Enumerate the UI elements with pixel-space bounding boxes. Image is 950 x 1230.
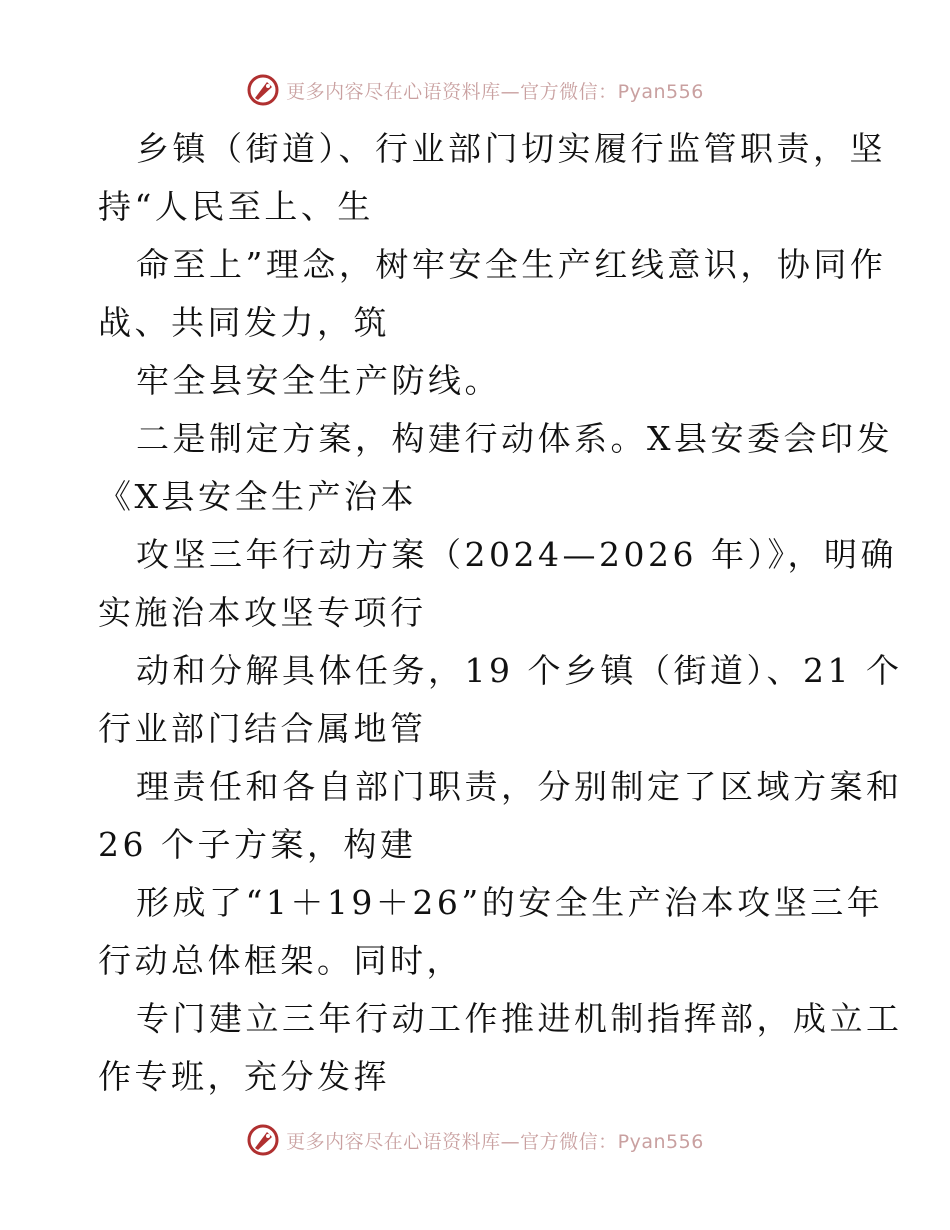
text-line: 作专班，充分发挥 [98,1057,390,1096]
text-line: 持“人民至上、生 [98,187,374,226]
text-line: 实施治本攻坚专项行 [98,593,427,632]
pen-nib-logo-icon [246,1123,280,1157]
text-line: 牢全县安全生产防线。 [136,361,501,400]
footer-watermark-text: 更多内容尽在心语资料库—官方微信：Pyan556 [286,1130,704,1153]
text-line: 26 个子方案，构建 [98,825,417,864]
footer-watermark [0,1120,950,1160]
text-line: 专门建立三年行动工作推进机制指挥部，成立工 [136,999,903,1038]
text-line: 形成了“1＋19＋26”的安全生产治本攻坚三年 [136,883,884,922]
text-line: 乡镇（街道）、行业部门切实履行监管职责，坚 [136,129,886,168]
text-line: 动和分解具体任务，19 个乡镇（街道）、21 个 [136,651,903,690]
header-watermark-text: 更多内容尽在心语资料库—官方微信：Pyan556 [286,80,704,103]
text-line: 战、共同发力，筑 [98,303,390,342]
document-body [98,120,903,1106]
text-line: 理责任和各自部门职责，分别制定了区域方案和 [136,767,903,806]
text-line: 命至上”理念，树牢安全生产红线意识，协同作 [136,245,887,284]
text-line: 行动总体框架。同时， [98,941,463,980]
header-watermark [0,70,950,110]
text-line: 行业部门结合属地管 [98,709,427,748]
pen-nib-logo-icon [246,73,280,107]
text-line: 攻坚三年行动方案（2024—2026 年）》，明确 [136,535,897,574]
text-line: 《X县安全生产治本 [98,477,417,516]
text-line: 二是制定方案，构建行动体系。X县安委会印发 [136,419,893,458]
